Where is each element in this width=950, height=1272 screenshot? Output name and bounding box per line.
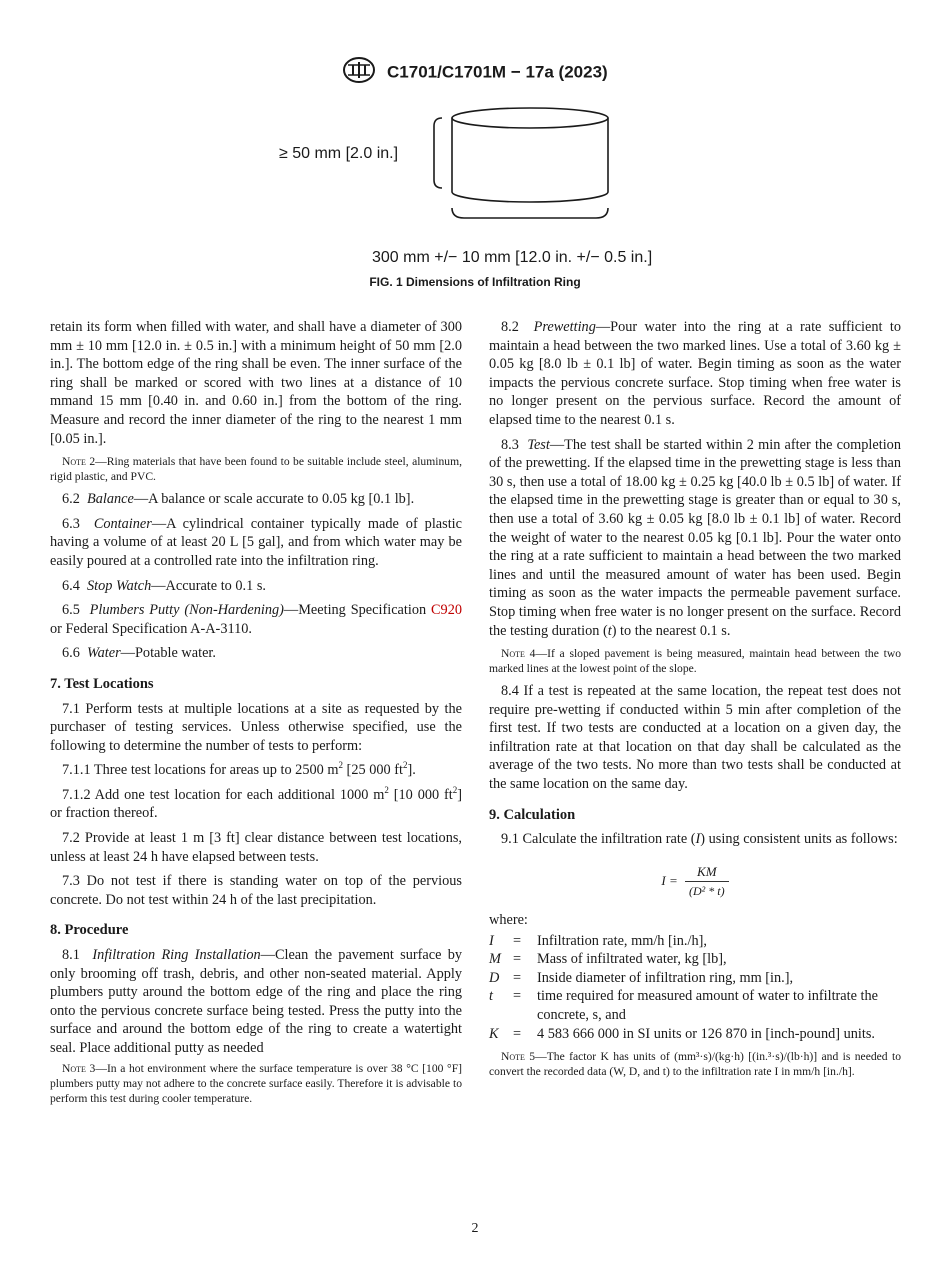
note-2 [50, 454, 462, 484]
figure-caption: FIG. 1 Dimensions of Infiltration Ring [369, 275, 581, 289]
left-column [50, 318, 462, 1112]
paragraph-ring-continued: retain its form when filled with water, and shall have a diameter of 300 mm ± 10 mm [12.0 in. ± 0.5 in.] with a minimum height of 50 mm [2.0 in.]. The bottom edge of the ring shall be even. The inner surface of the ring shall be marked or scored with two lines at a distance of 10 mmand 15 mm [0.40 in. and 0.60 in.] from the bottom of the ring. Measure and record the inner diameter of the ring to the nearest 1 mm [0.05 in.]. [50, 319, 462, 447]
section-8-4: 8.4 If a test is repeated at the same location, the repeat test does not require pre-wetting if conducted within 5 min after completion of the first test. If two tests are conducted at a location on a given day, the infiltration rate at that location on that day shall be calculated as the average of the two tests. No more than two tests shall be conducted at the same location on the same day. [489, 683, 901, 793]
section-6-2: 6.2 Balance—A balance or scale accurate to 0.05 kg [0.1 lb]. [62, 491, 415, 508]
section-8-2: 8.2 Prewetting—Pour water into the ring at a rate sufficient to maintain a head between the two marked lines. Use a total of 3.60 kg ± 0.05 kg [8.0 lb ± 0.1 lb] of water. Begin timing as soon as the water impacts the pervious concrete surface. Stop timing when free water is no longer present on the pervious surface. Record the amount of elapsed time to the nearest 0.1 s. [489, 319, 901, 428]
page-header [0, 56, 950, 89]
definition-row: K = 4 583 666 000 in SI units or 126 870 in [inch-pound] units. [489, 1025, 875, 1042]
definition-row: t = time required for measured amount of water to infiltrate the concrete, s, and [489, 988, 879, 1023]
note-4 [489, 646, 901, 676]
where-label: where: [489, 912, 528, 929]
variable-definitions [489, 932, 901, 1044]
note-label: Note 4 [501, 647, 536, 661]
note-text: —The factor K has units of (mm³·s)/(kg·h) [(in.³·s)/(lb·h)] and is needed to convert the recorded data (W, D, and t) to the infiltration rate I in mm/h [in./h]. [489, 1050, 901, 1079]
equation-fraction [685, 863, 729, 901]
section-6-3: 6.3 Container—A cylindrical container typically made of plastic having a volume of at least 20 L [5 gal], and from which water may be easily poured at a controlled rate into the infiltration ring. [50, 515, 463, 569]
section-6-5: 6.5 Plumbers Putty (Non-Hardening)—Meeting Specification C920 or Federal Specification A-A-3110. [50, 602, 462, 637]
heading-test-locations: 7. Test Locations [50, 675, 154, 692]
astm-logo-icon [342, 56, 376, 89]
section-9-1: 9.1 Calculate the infiltration rate (I) using consistent units as follows: [501, 831, 898, 848]
definition-row: M = Mass of infiltrated water, kg [lb], [489, 951, 727, 968]
ring-drawing [434, 108, 608, 218]
note-text: —If a sloped pavement is being measured, maintain head between the two marked lines at the lowest point of the slope. [489, 647, 902, 676]
infiltration-equation [489, 863, 901, 901]
equation-numerator: KM [685, 863, 729, 883]
right-column [489, 318, 901, 1085]
note-label: Note 5 [501, 1050, 536, 1064]
document-designation: C1701/C1701M − 17a (2023) [387, 62, 608, 82]
page-number: 2 [471, 1221, 479, 1236]
c920-link[interactable]: C920 [431, 602, 462, 619]
section-6-6: 6.6 Water—Potable water. [62, 645, 216, 662]
note-text: —Ring materials that have been found to be suitable include steel, aluminum, rigid plastic, and PVC. [50, 455, 462, 484]
section-8-3: 8.3 Test—The test shall be started within 2 min after the completion of the prewetting. If the elapsed time in the prewetting stage is less than 30 s, then use a total of 18.00 kg ± 0.25 kg [40.0 lb ± 0.5 lb] of water. If the elapsed time in the prewetting stage is greater than or equal to 30 s, then use a total of 3.60 kg ± 0.05 kg [8.0 lb ± 0.1 lb] of water. Record the weight of water to the nearest 0.05 kg [0.1 lb]. Pour the water onto the ring at a rate sufficient to maintain a head between the two marked lines and until the measured amount of water has been used. Begin timing as soon as the water impacts the permeable pavement surface. Stop timing when free water is no longer present on the surface. Record the testing duration (t) to the nearest 0.1 s. [489, 436, 901, 639]
section-6-4: 6.4 Stop Watch—Accurate to 0.1 s. [62, 577, 266, 594]
section-7-1-1: 7.1.1 Three test locations for areas up to 2500 $m^2$ [25 000 $ft^2$]. [62, 760, 416, 779]
section-8-1: 8.1 Infiltration Ring Installation—Clean the pavement surface by only brooming off trash, debris, and other non-seated material. Apply plumbers putty around the bottom edge of the ring and place the ring onto the pervious concrete surface being tested. Press the putty into the surface and around the bottom edge of the ring to create a watertight seal. Place additional putty as needed [50, 947, 462, 1056]
section-7-1-2: 7.1.2 Add one test location for each additional 1000 $m^2$ [10 000 $ft^2$] or fraction thereof. [50, 785, 462, 822]
section-7-3: 7.3 Do not test if there is standing water on top of the pervious concrete. Do not test within 24 h of the last precipitation. [50, 873, 462, 908]
note-label: Note 3 [62, 1061, 96, 1075]
note-label: Note 2 [62, 455, 96, 469]
definition-row: D = Inside diameter of infiltration ring, mm [in.], [489, 969, 794, 986]
section-7-1: 7.1 Perform tests at multiple locations at a site as requested by the purchaser of testing services. Unless otherwise specified, use the following to determine the number of tests to perform: [50, 700, 462, 754]
diameter-dimension-label: 300 mm +/− 10 mm [12.0 in. +/− 0.5 in.] [372, 249, 653, 266]
equation-lhs: I = [661, 872, 678, 888]
height-dimension-label: ≥ 50 mm [2.0 in.] [279, 145, 399, 162]
heading-calculation: 9. Calculation [489, 806, 576, 823]
note-3 [50, 1061, 462, 1106]
definition-row: I = Infiltration rate, mm/h [in./h], [489, 932, 707, 949]
note-text: —In a hot environment where the surface temperature is over 38 °C [100 °F] plumbers putty may not adhere to the concrete surface easily. Therefore it is advisable to perform this test during cooler temperature. [50, 1061, 462, 1105]
heading-procedure: 8. Procedure [50, 922, 129, 939]
section-7-2: 7.2 Provide at least 1 m [3 ft] clear distance between test locations, unless at least 24 h have elapsed between tests. [50, 830, 462, 865]
note-5 [489, 1049, 901, 1079]
equation-denominator: (D² * t) [689, 884, 725, 899]
